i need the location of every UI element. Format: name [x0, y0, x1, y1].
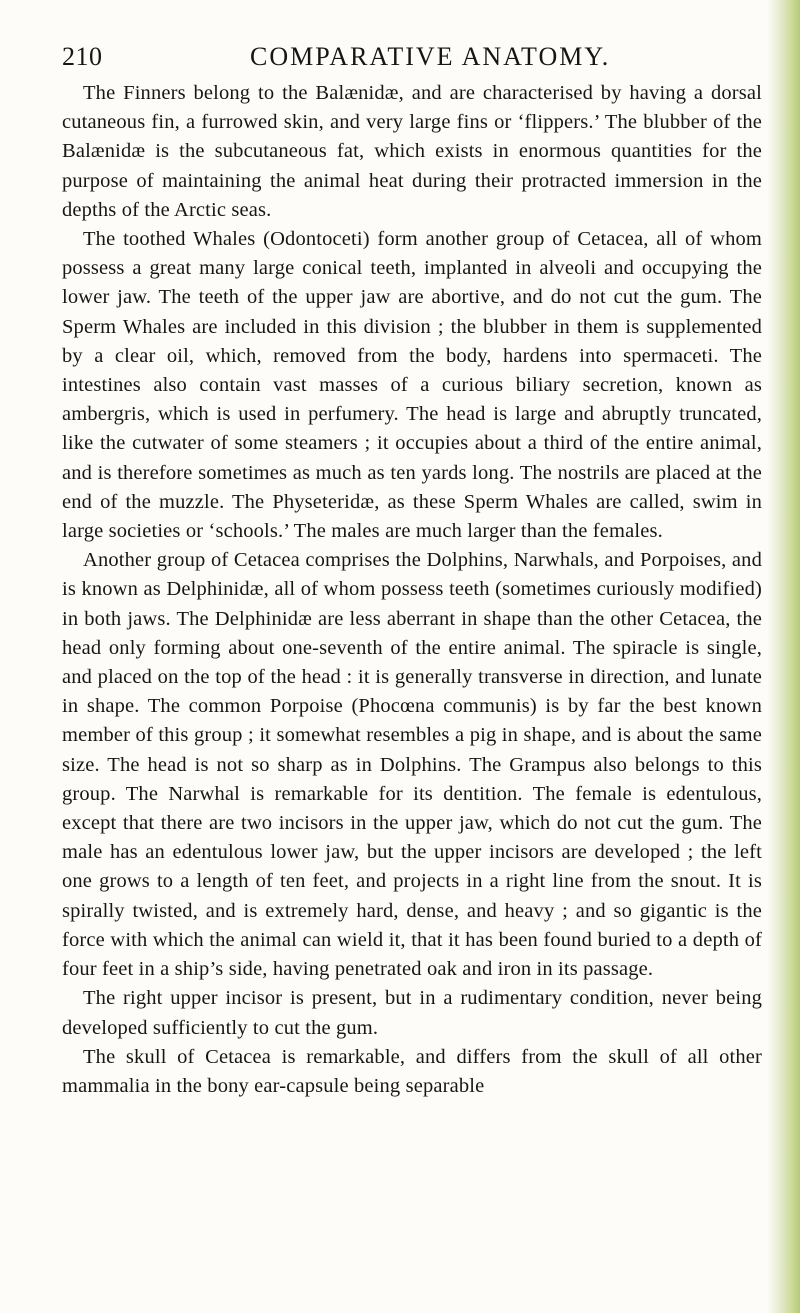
paragraph-finners: The Finners belong to the Balænidæ, and are characterised by having a dorsal cutaneous fin, a furrowed skin, and very large fins or ‘flippers.’ The blubber of the Balænidæ is the subcutaneous fat, which exists in enormous quantities for the purpose of maintaining the animal heat during their protracted immersion in the depths of the Arctic seas. — [62, 82, 762, 221]
paragraph-right-incisor: The right upper incisor is present, but in a rudimentary condition, never being developed sufficiently to cut the gum. — [62, 987, 762, 1039]
page-header — [62, 42, 762, 78]
page-edge-shadow — [768, 0, 800, 1313]
paragraph-skull: The skull of Cetacea is remarkable, and differs from the skull of all other mammalia in the bony ear-capsule being separable — [62, 1045, 762, 1097]
body-text — [62, 79, 762, 1101]
paragraph-dolphins: Another group of Cetacea comprises the Dolphins, Narwhals, and Porpoises, and is known as Delphinidæ, all of whom possess teeth (sometimes curiously modified) in both jaws. The Delphinidæ are less aberrant in shape than the other Cetacea, the head only forming about one-seventh of the entire animal. The spiracle is single, and placed on the top of the head : it is generally transverse in direction, and lunate in shape. The common Porpoise (Phocœna communis) is by far the best known member of this group ; it somewhat resembles a pig in shape, and is about the same size. The head is not so sharp as in Dolphins. The Grampus also belongs to this group. The Narwhal is remarkable for its dentition. The female is edentulous, except that there are two incisors in the upper jaw, which do not cut the gum. The male has an edentulous lower jaw, but the upper incisors are developed ; the left one grows to a length of ten feet, and projects in a right line from the snout. It is spirally twisted, and is extremely hard, dense, and heavy ; and so gigantic is the force with which the animal can wield it, that it has been found buried to a depth of four feet in a ship’s side, having penetrated oak and iron in its passage. — [62, 549, 762, 981]
running-title: COMPARATIVE ANATOMY. — [250, 42, 611, 71]
paragraph-toothed-whales: The toothed Whales (Odontoceti) form another group of Cetacea, all of whom possess a great many large conical teeth, implanted in alveoli and occupying the lower jaw. The teeth of the upper jaw are abortive, and do not cut the gum. The Sperm Whales are included in this division ; the blubber in them is supplemented by a clear oil, which, removed from the body, hardens into spermaceti. The intestines also contain vast masses of a curious biliary secretion, known as ambergris, which is used in perfumery. The head is large and abruptly truncated, like the cutwater of some steamers ; it occupies about a third of the entire animal, and is therefore sometimes as much as ten yards long. The nostrils are placed at the end of the muzzle. The Physeteridæ, as these Sperm Whales are called, swim in large societies or ‘schools.’ The males are much larger than the females. — [62, 228, 762, 543]
page-number: 210 — [62, 42, 103, 71]
